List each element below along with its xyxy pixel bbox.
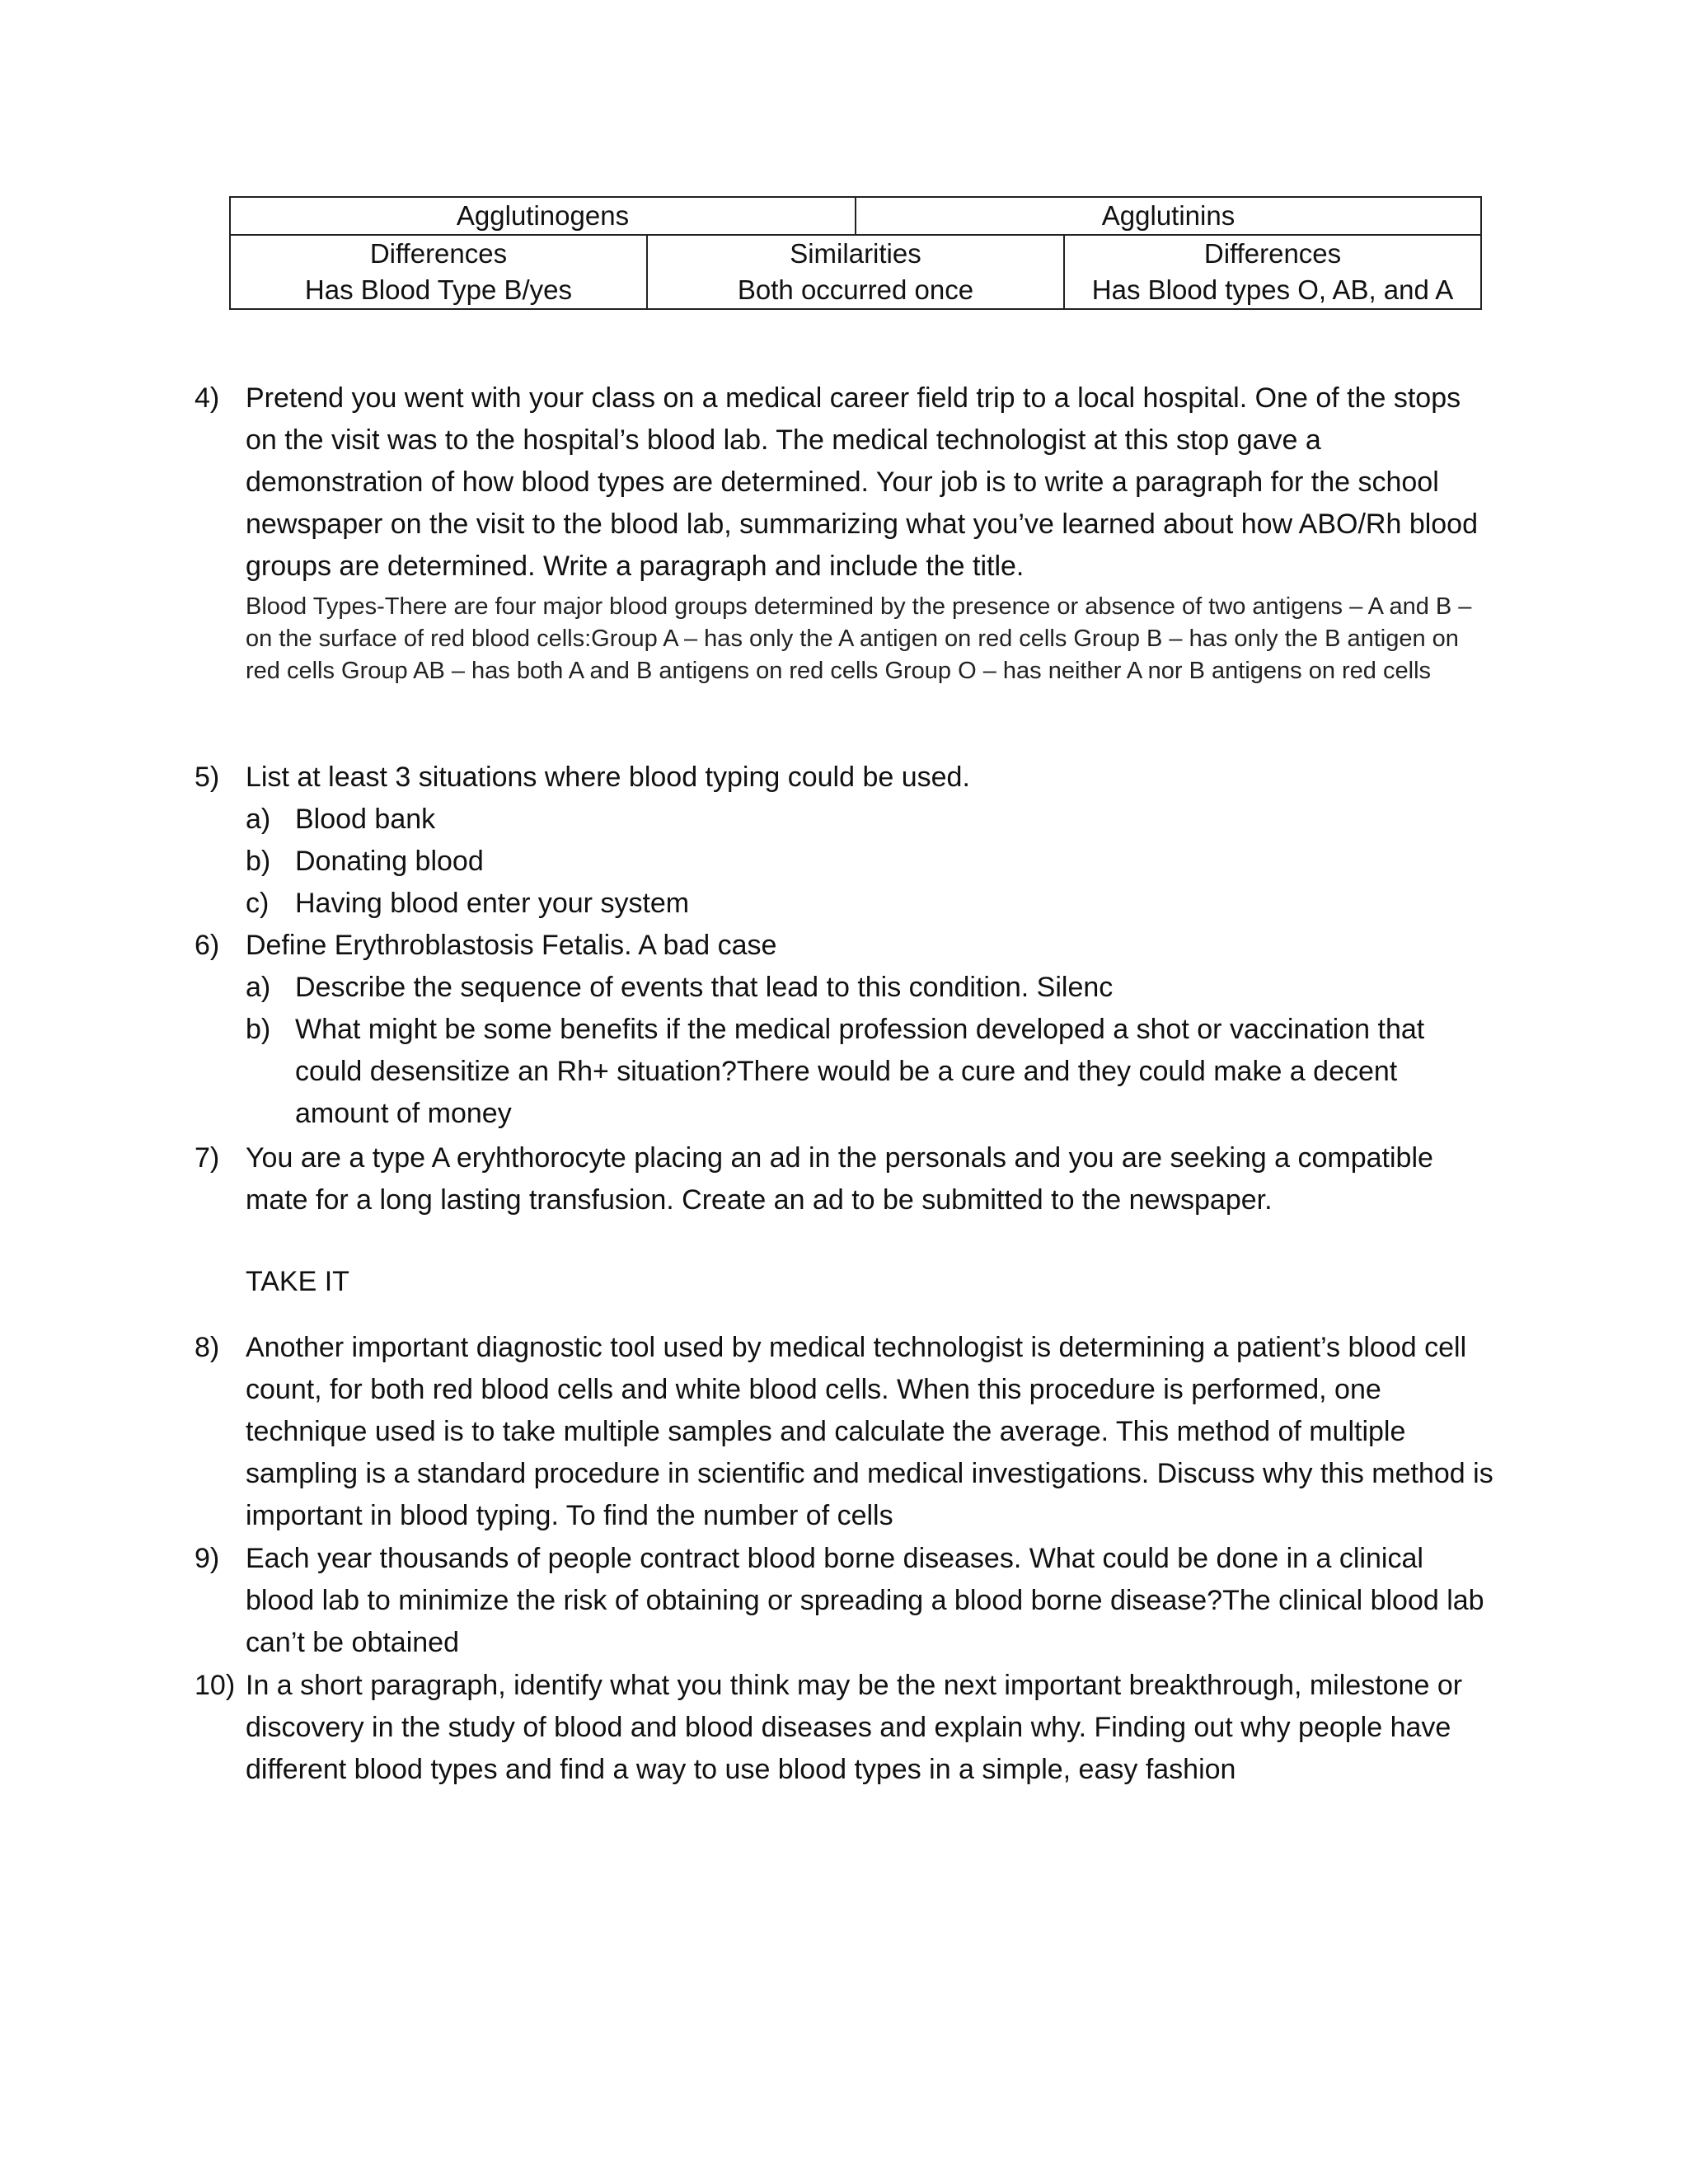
question-number: 6) xyxy=(195,930,220,961)
col-differences-left: Differences xyxy=(230,235,647,272)
question-text: Pretend you went with your class on a medical career field trip to a local hospital. One of the stops on the visit was to the hospital’s blood lab. The medical technologist at this stop gave a demonstration of how blood types are determined. Your job is to write a paragraph for the school newspaper on the visit to the blood lab, summarizing what you’ve learned about how ABO/Rh blood groups are determined. Write a paragraph and include the title. xyxy=(246,382,1479,582)
list-item xyxy=(246,883,1497,925)
question-number: 8) xyxy=(195,1332,220,1363)
question-text: In a short paragraph, identify what you think may be the next important breakthrough, milestone or discovery in the study of blood and blood diseases and explain why. Finding out why people have different blood types and find a way to use blood types in a simple, easy fashion xyxy=(246,1670,1463,1785)
cell-agglutinogens-differences: Has Blood Type B/yes xyxy=(230,272,647,309)
question-text: List at least 3 situations where blood typing could be used. xyxy=(246,762,970,793)
item-text: Having blood enter your system xyxy=(295,888,690,919)
question-number: 4) xyxy=(195,382,220,414)
question-4 xyxy=(195,377,1497,687)
header-agglutinins: Agglutinins xyxy=(856,197,1481,235)
answer-text: TAKE IT xyxy=(246,1266,349,1297)
question-8 xyxy=(195,1327,1497,1537)
cell-similarities: Both occurred once xyxy=(647,272,1064,309)
item-text: Describe the sequence of events that lead to this condition. Silenc xyxy=(295,972,1114,1003)
question-6 xyxy=(195,925,1497,1135)
header-agglutinogens: Agglutinogens xyxy=(230,197,856,235)
list-item xyxy=(246,967,1497,1009)
col-similarities: Similarities xyxy=(647,235,1064,272)
list-item xyxy=(246,799,1497,841)
col-differences-right: Differences xyxy=(1064,235,1481,272)
question-10 xyxy=(195,1665,1497,1791)
item-text: What might be some benefits if the medical profession developed a shot or vaccination that could desensitize an Rh+ situation?There would be a cure and they could make a decent amount of money xyxy=(295,1014,1425,1129)
cell-agglutinins-differences: Has Blood types O, AB, and A xyxy=(1064,272,1481,309)
list-item xyxy=(246,841,1497,883)
item-text: Blood bank xyxy=(295,804,436,835)
item-text: Donating blood xyxy=(295,846,484,877)
answer-text: Blood Types-There are four major blood groups determined by the presence or absence of two antigens – A and B – on the surface of red blood cells:Group A – has only the A antigen on red cells Group B – has only the B antigen on red cells Group AB – has both A and B antigens on red cells Group O – has neither A nor B antigens on red cells xyxy=(246,593,1472,684)
question-5 xyxy=(195,757,1497,925)
question-9 xyxy=(195,1538,1497,1664)
question-text: You are a type A eryhthorocyte placing an ad in the personals and you are seeking a compatible mate for a long lasting transfusion. Create an ad to be submitted to the newspaper. xyxy=(246,1142,1433,1216)
item-letter: b) xyxy=(246,846,271,877)
item-letter: a) xyxy=(246,804,271,835)
question-number: 7) xyxy=(195,1142,220,1174)
item-letter: c) xyxy=(246,888,270,919)
item-letter: b) xyxy=(246,1014,271,1045)
question-number: 5) xyxy=(195,762,220,793)
question-number: 9) xyxy=(195,1543,220,1574)
question-text: Another important diagnostic tool used by medical technologist is determining a patient’s blood cell count, for both red blood cells and white blood cells. When this procedure is performed, one technique used is to take multiple samples and calculate the average. This method of multiple sampling is a standard procedure in scientific and medical investigations. Discuss why this method is important in blood typing. To find the number of cells xyxy=(246,1332,1493,1531)
item-letter: a) xyxy=(246,972,271,1003)
question-text: Each year thousands of people contract blood borne diseases. What could be done in a clinical blood lab to minimize the risk of obtaining or spreading a blood borne disease?The clinical blood lab can’t be obtained xyxy=(246,1543,1484,1658)
list-item xyxy=(246,1009,1497,1135)
question-7 xyxy=(195,1137,1497,1221)
question-text: Define Erythroblastosis Fetalis. A bad case xyxy=(246,930,777,961)
question-number: 10) xyxy=(195,1670,236,1701)
comparison-table xyxy=(229,196,1482,310)
